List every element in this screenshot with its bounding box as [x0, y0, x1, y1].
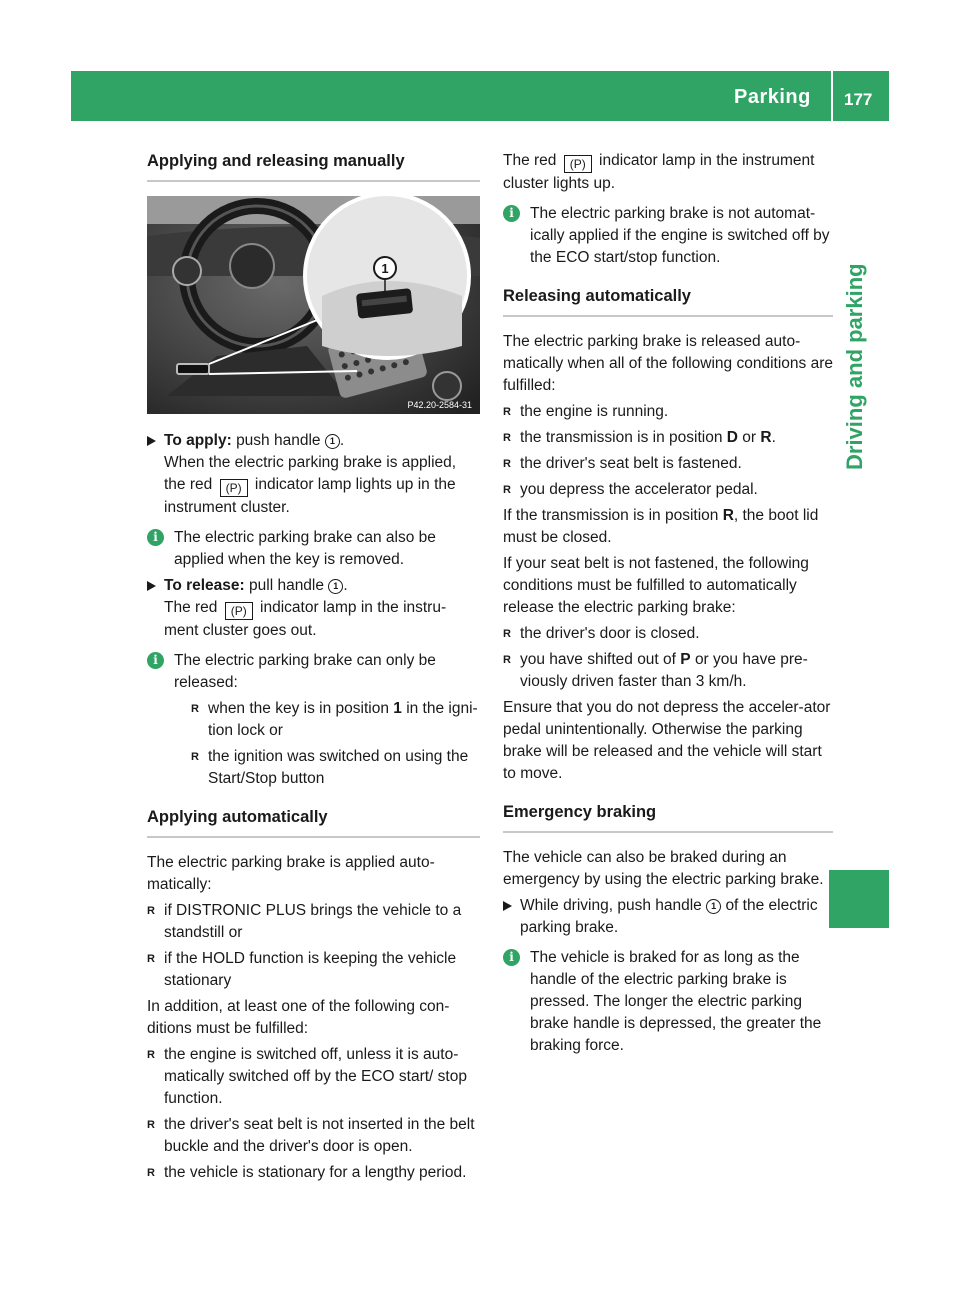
list-item: R you have shifted out of P or you have pre-viously driven faster than 3 km/h. [503, 651, 808, 690]
punct: . [339, 432, 345, 449]
step-desc: When the electric parking brake is applied, the red [164, 454, 457, 493]
item-text: when the key is in position [208, 700, 389, 717]
info-note [503, 947, 833, 1057]
info-note [147, 650, 480, 790]
parking-brake-lamp-icon: (P) [564, 155, 592, 173]
info-icon: i [147, 529, 164, 546]
list-item: R the driver's seat belt is not inserted in the belt buckle and the driver's door is open. [147, 1114, 480, 1158]
header-divider [831, 71, 833, 121]
key-position: 1 [393, 700, 402, 717]
page-number: 177 [844, 90, 873, 109]
handle-callout-icon: 1 [325, 434, 340, 449]
step-emergency [503, 895, 833, 939]
punct: . [771, 429, 776, 446]
paragraph: , the boot lid must be closed. [503, 507, 819, 546]
step-release [147, 575, 480, 642]
step-text: push handle [236, 432, 321, 449]
heading-manual: Applying and releasing manually [147, 150, 480, 182]
handle-callout-icon: 1 [328, 579, 343, 594]
step-label: To apply: [164, 432, 232, 449]
info-icon: i [503, 205, 520, 222]
paragraph: If your seat belt is not fastened, the following conditions must be fulfilled to automatically release the electric parking brake: [503, 555, 809, 616]
gear-d: D [726, 429, 738, 446]
heading-auto-apply: Applying automatically [147, 806, 480, 838]
paragraph: The vehicle can also be braked during an emergency by using the electric parking brake. [503, 849, 824, 888]
item-text: the driver's seat belt is not inserted in the belt buckle and the driver's door is open. [164, 1116, 475, 1155]
callout-number: 1 [381, 261, 389, 276]
list-item: R if DISTRONIC PLUS brings the vehicle to a standstill or [147, 900, 480, 944]
item-text: if the HOLD function is keeping the vehicle stationary [164, 950, 457, 989]
list-item: R you depress the accelerator pedal. [503, 479, 833, 501]
paragraph: The electric parking brake is released auto-matically when all of the following conditions are fulfilled: [503, 333, 833, 394]
info-note [503, 203, 833, 269]
chapter-tab-block [829, 870, 889, 928]
right-column [503, 150, 833, 1061]
step-text: of the electric parking brake. [520, 897, 818, 936]
gear-p: P [680, 651, 691, 668]
info-note [147, 527, 480, 571]
item-text: you have shifted out of [520, 651, 676, 668]
step-desc: indicator lamp in the instru-ment cluster goes out. [164, 599, 447, 639]
step-text: While driving, push handle [520, 897, 702, 914]
step-desc: indicator lamp lights up in the instrument cluster. [164, 476, 456, 516]
info-text: The electric parking brake is not automat-ically applied if the engine is switched off by the ECO start/stop function. [530, 205, 830, 266]
step-desc: The red [164, 599, 218, 616]
list-item: R the driver's seat belt is fastened. [503, 453, 833, 475]
paragraph: indicator lamp in the instrument cluster lights up. [503, 152, 815, 192]
item-text: the vehicle is stationary for a lengthy period. [164, 1164, 467, 1181]
paragraph: Ensure that you do not depress the acceler-ator pedal unintentionally. Otherwise the parking brake will be released and the vehicle will start to move. [503, 699, 831, 782]
parking-brake-lamp-icon: (P) [225, 602, 253, 620]
info-text: The electric parking brake can only be released: [174, 652, 436, 691]
list-item: R the engine is switched off, unless it is auto-matically switched off by the ECO start/ stop function. [147, 1044, 480, 1110]
step-label: To release: [164, 577, 245, 594]
chapter-tab: Driving and parking [842, 263, 867, 470]
list-item: R the driver's door is closed. [503, 623, 833, 645]
punct: . [343, 577, 348, 594]
item-text: the transmission is in position [520, 429, 723, 446]
info-text: The electric parking brake can also be applied when the key is removed. [174, 529, 436, 568]
step-apply [147, 430, 480, 519]
info-icon: i [503, 949, 520, 966]
step-arrow-icon [503, 901, 512, 911]
paragraph: The electric parking brake is applied auto-matically: [147, 854, 435, 893]
dashboard-photo [147, 196, 480, 414]
item-text: you depress the accelerator pedal. [520, 481, 758, 498]
list-item: R the engine is running. [503, 401, 833, 423]
paragraph: The red [503, 152, 557, 169]
info-icon: i [147, 652, 164, 669]
list-item: R the transmission is in position D or R. [503, 429, 776, 446]
paragraph: If the transmission is in position [503, 507, 719, 524]
item-text: if DISTRONIC PLUS brings the vehicle to a standstill or [164, 902, 462, 941]
heading-auto-release: Releasing automatically [503, 285, 833, 317]
section-title: Parking [734, 86, 811, 108]
item-text: the ignition was switched on using the Start/Stop button [208, 748, 469, 787]
item-text: the driver's seat belt is fastened. [520, 455, 742, 472]
item-text: the driver's door is closed. [520, 625, 700, 642]
list-item: R when the key is in position 1 in the igni-tion lock or [191, 700, 478, 739]
list-item: R the vehicle is stationary for a lengthy period. [147, 1162, 480, 1184]
item-text: the engine is switched off, unless it is auto-matically switched off by the ECO start/ stop function. [164, 1046, 467, 1107]
step-text: pull handle [249, 577, 324, 594]
parking-brake-lamp-icon: (P) [220, 479, 248, 497]
paragraph: In addition, at least one of the following con-ditions must be fulfilled: [147, 998, 450, 1037]
heading-emergency: Emergency braking [503, 801, 833, 833]
item-text: in the igni-tion lock or [208, 700, 478, 739]
info-text: The vehicle is braked for as long as the handle of the electric parking brake is pressed. The longer the electric parking brake handle is depressed, the greater the braking force. [530, 949, 822, 1054]
item-text: or you have pre-viously driven faster than 3 km/h. [520, 651, 808, 690]
handle-callout-icon: 1 [706, 899, 721, 914]
left-column [147, 150, 480, 1188]
list-item: R if the HOLD function is keeping the vehicle stationary [147, 948, 480, 992]
item-text: the engine is running. [520, 403, 669, 420]
gear-r: R [760, 429, 772, 446]
item-text: or [742, 429, 757, 446]
step-arrow-icon [147, 436, 156, 446]
step-arrow-icon [147, 581, 156, 591]
figure-code: P42.20-2584-31 [407, 400, 472, 410]
list-item: R the ignition was switched on using the Start/Stop button [191, 746, 480, 790]
gear-r: R [722, 507, 734, 524]
